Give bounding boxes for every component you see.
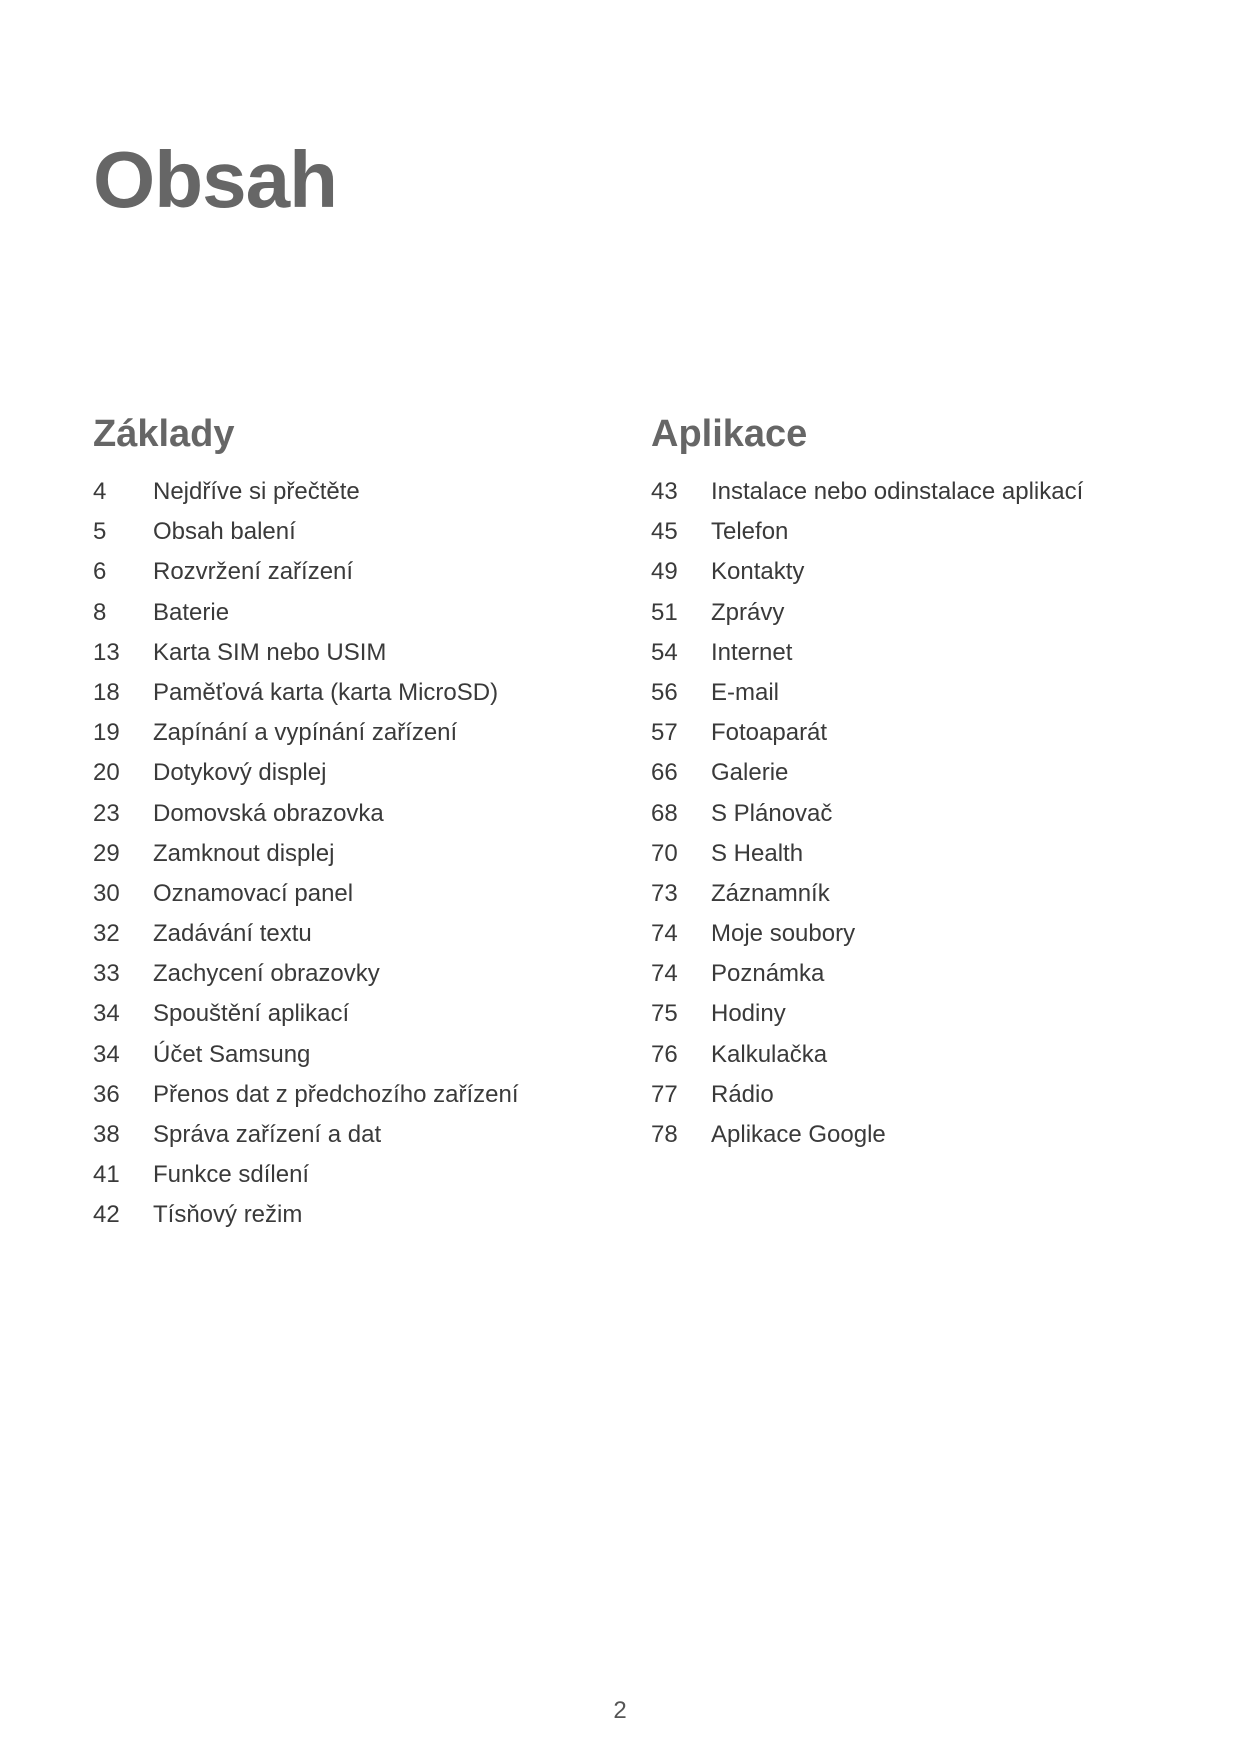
toc-entry[interactable]: [93, 994, 633, 1034]
toc-entry[interactable]: [93, 1195, 633, 1235]
toc-entry-label: Rozvržení zařízení: [153, 558, 354, 586]
toc-entry[interactable]: [651, 673, 1191, 713]
toc-entry[interactable]: [651, 794, 1191, 834]
toc-entry[interactable]: [651, 1075, 1191, 1115]
toc-entry-label: Zprávy: [711, 598, 785, 626]
toc-page-number: 34: [93, 1000, 120, 1028]
toc-entry[interactable]: [93, 633, 633, 673]
toc-page-number: 30: [93, 879, 120, 907]
toc-page-number: 5: [93, 518, 107, 546]
toc-page-number: 49: [651, 558, 678, 586]
toc-page-number: 75: [651, 1000, 678, 1028]
toc-entry-label: Rádio: [711, 1080, 774, 1108]
toc-entry-label: Kalkulačka: [711, 1040, 828, 1068]
toc-entry-label: Poznámka: [711, 960, 825, 988]
toc-entry-label: Hodiny: [711, 1000, 786, 1028]
toc-page-number: 76: [651, 1040, 678, 1068]
toc-page-number: 34: [93, 1040, 120, 1068]
toc-entry-label: Správa zařízení a dat: [153, 1121, 382, 1148]
toc-entry-label: Účet Samsung: [153, 1040, 311, 1068]
toc-entry-label: Fotoaparát: [711, 719, 828, 747]
toc-list: [651, 472, 1191, 1155]
toc-entry-label: Zamknout displej: [153, 839, 335, 867]
toc-entry-label: Paměťová karta (karta MicroSD): [153, 678, 499, 706]
toc-entry[interactable]: [651, 874, 1191, 914]
toc-entry-label: Telefon: [711, 518, 789, 546]
toc-entry-label: S Plánovač: [711, 799, 833, 827]
toc-entry-label: Záznamník: [711, 879, 830, 907]
toc-entry[interactable]: [651, 1115, 1191, 1155]
toc-page-number: 32: [93, 920, 120, 948]
toc-entry[interactable]: [651, 713, 1191, 753]
toc-entry[interactable]: [651, 914, 1191, 954]
section-title: Základy: [93, 413, 235, 455]
toc-entry-label: Přenos dat z předchozího zařízení: [153, 1080, 519, 1108]
toc-entry-label: Karta SIM nebo USIM: [153, 638, 387, 666]
toc-entry-label: Spouštění aplikací: [153, 1000, 350, 1028]
toc-entry-label: Tísňový režim: [153, 1201, 303, 1229]
toc-entry[interactable]: [93, 874, 633, 914]
toc-entry-label: Obsah balení: [153, 518, 296, 546]
toc-entry-label: Domovská obrazovka: [153, 799, 384, 827]
toc-entry[interactable]: [93, 512, 633, 552]
toc-entry-label: Oznamovací panel: [153, 879, 354, 907]
toc-entry[interactable]: [651, 1035, 1191, 1075]
toc-list: [93, 472, 633, 1236]
toc-page-number: 41: [93, 1161, 120, 1189]
page-number: 2: [613, 1697, 627, 1724]
toc-section-zaklady: [93, 408, 633, 1236]
toc-entry[interactable]: [651, 552, 1191, 592]
toc-page-number: 51: [651, 598, 678, 626]
toc-entry-label: Zachycení obrazovky: [153, 960, 380, 988]
toc-entry-label: Zadávání textu: [153, 920, 312, 948]
toc-entry-label: E-mail: [711, 678, 780, 706]
toc-entry[interactable]: [93, 1075, 633, 1115]
toc-entry[interactable]: [651, 593, 1191, 633]
toc-page-number: 54: [651, 638, 678, 666]
toc-entry[interactable]: [93, 914, 633, 954]
toc-entry-label: Galerie: [711, 759, 789, 787]
toc-entry[interactable]: [93, 1115, 633, 1155]
toc-entry-label: Funkce sdílení: [153, 1161, 310, 1189]
toc-entry[interactable]: [651, 954, 1191, 994]
toc-page-number: 74: [651, 960, 678, 988]
toc-page-number: 20: [93, 759, 120, 787]
toc-page-number: 36: [93, 1080, 120, 1108]
toc-entry[interactable]: [651, 633, 1191, 673]
toc-entry[interactable]: [93, 834, 633, 874]
toc-page-number: 74: [651, 920, 678, 948]
toc-entry-label: Nejdříve si přečtěte: [153, 478, 360, 505]
toc-page-number: 66: [651, 759, 678, 787]
toc-entry-label: Zapínání a vypínání zařízení: [153, 719, 458, 747]
toc-page-number: 13: [93, 638, 120, 666]
page-title: Obsah: [93, 135, 337, 224]
toc-page-number: 33: [93, 960, 120, 988]
toc-entry-label: Kontakty: [711, 558, 805, 586]
toc-entry[interactable]: [651, 753, 1191, 793]
toc-entry[interactable]: [93, 1155, 633, 1195]
toc-page-number: 78: [651, 1121, 678, 1148]
toc-page-number: 42: [93, 1201, 120, 1229]
toc-page-number: 56: [651, 678, 678, 706]
toc-page-number: 6: [93, 558, 107, 586]
toc-page-number: 4: [93, 478, 107, 505]
toc-entry[interactable]: [651, 994, 1191, 1034]
toc-entry-label: Instalace nebo odinstalace aplikací: [711, 478, 1084, 505]
toc-page-number: 38: [93, 1121, 120, 1148]
toc-section-aplikace: [651, 408, 1191, 1155]
toc-entry[interactable]: [93, 954, 633, 994]
toc-entry[interactable]: [93, 552, 633, 592]
toc-entry[interactable]: [651, 472, 1191, 512]
section-title: Aplikace: [651, 413, 808, 455]
toc-entry-label: Internet: [711, 638, 793, 666]
toc-entry[interactable]: [93, 1035, 633, 1075]
toc-page-number: 18: [93, 678, 120, 706]
toc-entry[interactable]: [93, 472, 633, 512]
toc-entry[interactable]: [93, 713, 633, 753]
toc-page-number: 73: [651, 879, 678, 907]
toc-entry-label: Dotykový displej: [153, 759, 327, 787]
toc-entry[interactable]: [93, 753, 633, 793]
toc-page-number: 8: [93, 598, 107, 626]
toc-page-number: 19: [93, 719, 120, 747]
toc-page-number: 57: [651, 719, 678, 747]
toc-entry[interactable]: [93, 673, 633, 713]
toc-entry-label: S Health: [711, 839, 804, 867]
toc-entry-label: Aplikace Google: [711, 1121, 886, 1148]
toc-entry[interactable]: [651, 512, 1191, 552]
toc-entry-label: Baterie: [153, 598, 230, 626]
toc-page-number: 43: [651, 478, 678, 505]
toc-page-number: 23: [93, 799, 120, 827]
toc-page-number: 77: [651, 1080, 678, 1108]
toc-entry[interactable]: [651, 834, 1191, 874]
toc-entry[interactable]: [93, 593, 633, 633]
toc-entry-label: Moje soubory: [711, 920, 856, 948]
toc-page-number: 45: [651, 518, 678, 546]
toc-entry[interactable]: [93, 794, 633, 834]
toc-page-number: 68: [651, 799, 678, 827]
toc-page-number: 29: [93, 839, 120, 867]
toc-page-number: 70: [651, 839, 678, 867]
